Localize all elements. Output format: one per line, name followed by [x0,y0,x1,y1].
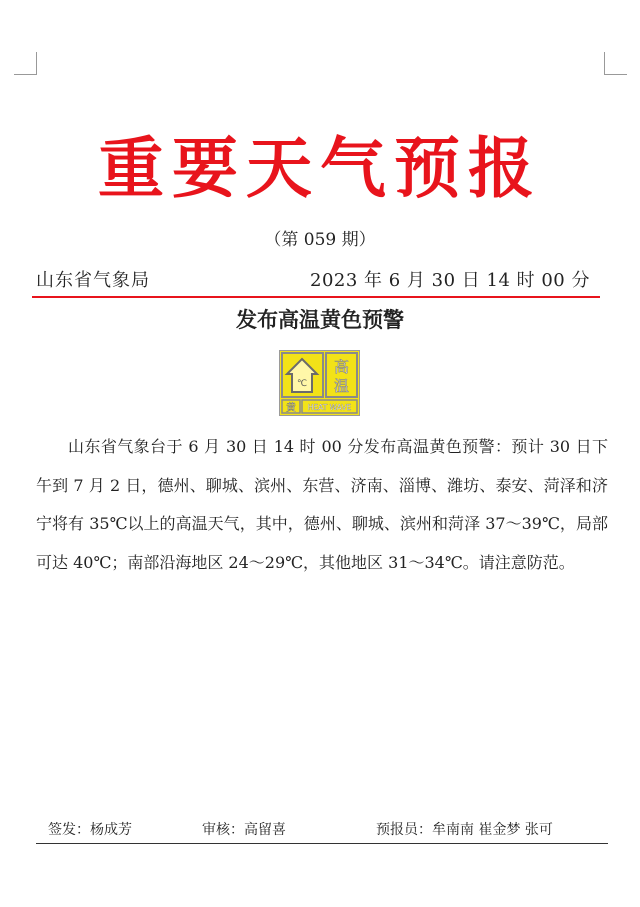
signal-label-cn-2: 温 [333,377,350,395]
footer-forecasters: 预报员：牟南南 崔金梦 张可 [376,822,553,838]
footer-signer: 签发：杨成芳 [48,822,132,838]
signal-label-cn-1: 高 [333,358,350,376]
header-divider [32,296,600,298]
heat-wave-signal-graphic [279,350,360,416]
signal-label-en: HEAT WAVE [307,403,352,412]
warning-body-paragraph: 山东省气象台于 6 月 30 日 14 时 00 分发布高温黄色预警：预计 30 日下午到 7 月 2 日，德州、聊城、滨州、东营、济南、淄博、潍坊、泰安、菏泽和济宁将有 35℃以上的高温天气，其中，德州、聊城、滨州和菏泽 37～39℃，局部可达 40℃；南部沿海地区 24～29℃，其他地区 31～34℃。请注意防范。 [36,437,608,572]
footer-divider [36,843,608,844]
issue-datetime: 2023 年 6 月 30 日 14 时 00 分 [310,270,590,291]
svg-text:℃: ℃ [296,379,308,389]
issue-number: （第 059 期） [264,230,376,250]
footer-reviewer: 审核：高留喜 [202,822,286,838]
document-footer [36,818,608,842]
document-title: 重要天气预报 [98,129,542,207]
crop-mark-top-right [604,52,627,75]
signal-label-small: 黄 [286,403,296,414]
issuing-agency: 山东省气象局 [36,270,150,291]
warning-headline: 发布高温黄色预警 [236,308,404,332]
heat-wave-yellow-warning-icon [279,350,360,416]
crop-mark-top-left [14,52,37,75]
